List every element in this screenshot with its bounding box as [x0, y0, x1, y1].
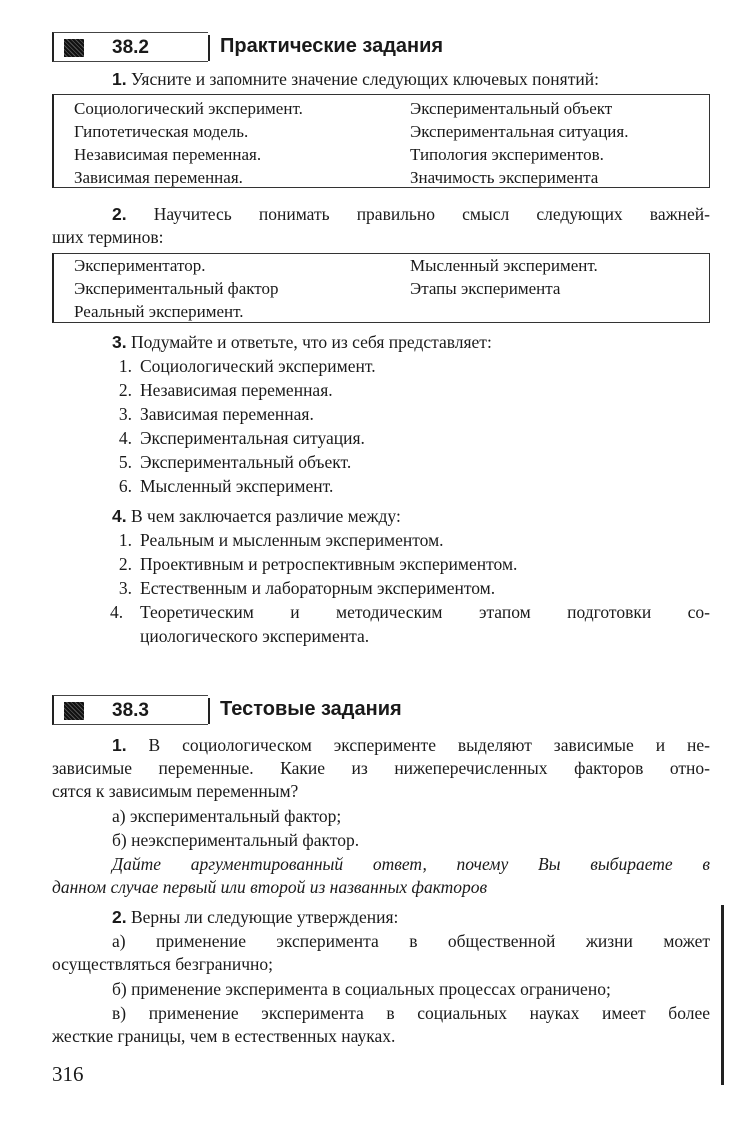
task-number: 3. — [112, 332, 127, 352]
concept-item: Экспериментальная ситуация. — [410, 122, 629, 141]
statement-a: а) применение эксперимента в общественной жизни может — [112, 931, 710, 951]
list-item: 3. Естественным и лабораторным экспериментом. — [118, 578, 496, 598]
section-header-38-3 — [52, 695, 692, 725]
list-item: 4. Экспериментальная ситуация. — [118, 428, 365, 448]
answer-option-a: а) экспериментальный фактор; — [112, 806, 342, 826]
test-question-1 — [112, 734, 710, 757]
section-title: Тестовые задания — [220, 698, 402, 720]
term-item: Реальный эксперимент. — [74, 302, 244, 321]
task-4 — [112, 505, 401, 528]
concept-item: Независимая переменная. — [74, 145, 262, 164]
section-number: 38.2 — [112, 37, 149, 58]
statement-c: в) применение эксперимента в социальных науках имеет более — [112, 1003, 710, 1023]
task-text: Подумайте и ответьте, что из себя представляет: — [130, 332, 492, 352]
statement-a-cont: осуществляться безгранично; — [52, 954, 273, 974]
list-item: 4. Теоретическим и методическим этапом подготовки со- — [110, 602, 710, 622]
task-number: 1. — [112, 69, 127, 89]
section-marker-icon — [64, 702, 84, 720]
statement-b: б) применение эксперимента в социальных процессах ограничено; — [112, 979, 611, 999]
term-item: Экспериментатор. — [74, 256, 206, 275]
instruction-note: данном случае первый или второй из названных факторов — [52, 877, 488, 897]
list-item: 6. Мысленный эксперимент. — [118, 476, 334, 496]
task-number: 2. — [112, 907, 127, 927]
key-concepts-box — [52, 94, 710, 188]
list-item-continuation: циологического эксперимента. — [140, 626, 370, 646]
task-text-line: Научитесь понимать правильно смысл следующих важней- — [153, 204, 710, 224]
task-text: Верны ли следующие утверждения: — [130, 907, 399, 927]
list-item: 1. Социологический эксперимент. — [118, 356, 376, 376]
section-title: Практические задания — [220, 35, 444, 57]
task-text-line: ших терминов: — [52, 227, 164, 247]
page-number: 316 — [52, 1062, 84, 1086]
section-marker-icon — [64, 39, 84, 57]
task-1 — [112, 68, 599, 91]
task-number: 2. — [112, 204, 127, 224]
task-3 — [112, 331, 492, 354]
terms-box — [52, 253, 710, 323]
concept-item: Зависимая переменная. — [74, 168, 243, 187]
term-item: Этапы эксперимента — [410, 279, 561, 298]
statement-c-cont: жесткие границы, чем в естественных науках. — [52, 1026, 396, 1046]
task-2 — [112, 203, 710, 226]
list-item: 1. Реальным и мысленным экспериментом. — [118, 530, 444, 550]
section-number-box — [52, 695, 208, 725]
task-number: 1. — [112, 735, 127, 755]
section-header-38-2 — [52, 32, 692, 62]
concept-item: Типология экспериментов. — [410, 145, 604, 164]
task-text: В чем заключается различие между: — [130, 506, 401, 526]
list-item: 2. Проективным и ретроспективным экспериментом. — [118, 554, 518, 574]
task-number: 4. — [112, 506, 127, 526]
task-text-line: зависимые переменные. Какие из нижеперечисленных факторов отно- — [52, 758, 710, 778]
concept-item: Значимость эксперимента — [410, 168, 599, 187]
list-item: 3. Зависимая переменная. — [118, 404, 314, 424]
concept-item: Социологический эксперимент. — [74, 99, 303, 118]
instruction-note: Дайте аргументированный ответ, почему Вы выбираете в — [112, 854, 710, 874]
list-item: 5. Экспериментальный объект. — [118, 452, 352, 472]
list-item: 2. Независимая переменная. — [118, 380, 333, 400]
task-text-line: сятся к зависимым переменным? — [52, 781, 299, 801]
scan-edge-shadow — [721, 905, 724, 1085]
answer-option-b: б) неэкспериментальный фактор. — [112, 830, 360, 850]
section-number: 38.3 — [112, 700, 149, 721]
test-question-2 — [112, 906, 398, 929]
term-item: Мысленный эксперимент. — [410, 256, 598, 275]
task-text-line: В социологическом эксперименте выделяют зависимые и не- — [148, 735, 711, 755]
task-text: Уясните и запомните значение следующих ключевых понятий: — [130, 69, 599, 89]
term-item: Экспериментальный фактор — [74, 279, 279, 298]
concept-item: Гипотетическая модель. — [74, 122, 249, 141]
section-number-box — [52, 32, 208, 62]
concept-item: Экспериментальный объект — [410, 99, 613, 118]
